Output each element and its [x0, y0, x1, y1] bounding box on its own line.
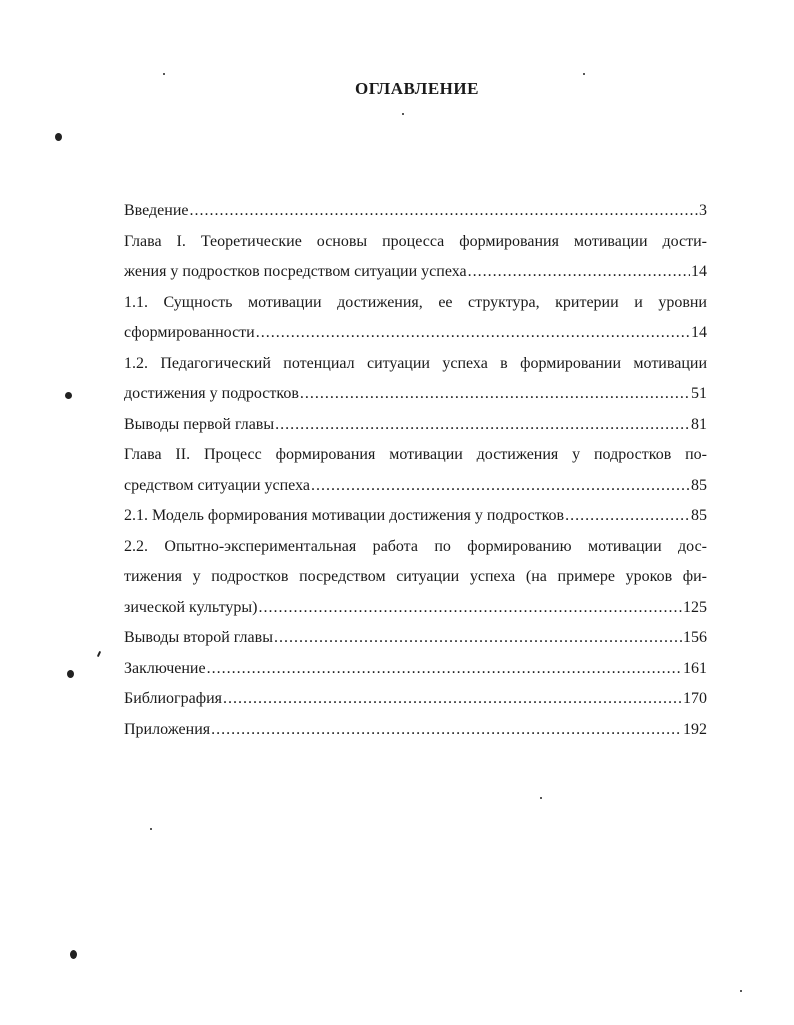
toc-entry[interactable] — [124, 501, 707, 532]
toc-page-number: 125 — [683, 598, 707, 616]
toc-page-number: 170 — [683, 690, 707, 707]
page-title: ОГЛАВЛЕНИЕ — [355, 79, 479, 98]
toc-entry[interactable] — [124, 715, 707, 746]
toc-entry-title: Введение — [124, 202, 189, 219]
toc-entry-title: жения у подростков посредством ситуации успеха — [124, 263, 467, 280]
scan-speck — [163, 73, 165, 75]
toc-entry-line: 2.2. Опытно-экспериментальная работа по формированию мотивации дос- — [124, 537, 707, 555]
toc-entry[interactable] — [124, 623, 707, 654]
dot-leader — [274, 623, 682, 654]
dot-leader — [258, 593, 682, 624]
toc-entry[interactable] — [124, 532, 707, 624]
toc-entry[interactable] — [124, 227, 707, 288]
scan-speck — [402, 113, 404, 115]
scan-speck — [67, 670, 74, 678]
toc-entry[interactable] — [124, 654, 707, 685]
toc-entry[interactable] — [124, 684, 707, 715]
toc-entry[interactable] — [124, 349, 707, 410]
toc-page-number: 14 — [691, 263, 707, 280]
toc-page-number: 81 — [691, 415, 707, 433]
toc-page-number: 14 — [691, 324, 707, 341]
dot-leader — [207, 654, 682, 685]
toc-page-number: 3 — [699, 202, 707, 219]
scan-speck — [150, 828, 152, 830]
scan-speck — [65, 392, 72, 399]
dot-leader — [468, 257, 690, 288]
toc-entry-title: 2.1. Модель формирования мотивации достижения у подростков — [124, 507, 565, 524]
toc-entry-title: Заключение — [124, 659, 206, 677]
toc-entry-title: Приложения — [124, 720, 211, 738]
scan-speck — [70, 950, 77, 959]
toc-entry-line: 1.2. Педагогический потенциал ситуации успеха в формировании мотивации — [124, 354, 707, 372]
toc-entry[interactable] — [124, 440, 707, 501]
toc-page-number: 156 — [683, 629, 707, 646]
scan-speck — [55, 133, 62, 141]
toc-entry-line: 1.1. Сущность мотивации достижения, ее структура, критерии и уровни — [124, 293, 707, 311]
toc-entry-title: Библиография — [124, 690, 222, 707]
table-of-contents — [124, 196, 707, 745]
dot-leader — [256, 318, 690, 349]
toc-entry-title: зической культуры) — [124, 598, 258, 616]
dot-leader — [565, 501, 690, 532]
dot-leader — [190, 196, 699, 227]
toc-page-number: 85 — [691, 476, 707, 494]
toc-entry-title: сформированности — [124, 324, 255, 341]
toc-entry-title: достижения у подростков — [124, 385, 299, 402]
toc-entry-title: Выводы второй главы — [124, 629, 273, 646]
toc-page-number: 161 — [683, 659, 707, 677]
toc-entry-title: Выводы первой главы — [124, 415, 275, 433]
toc-entry[interactable] — [124, 288, 707, 349]
toc-entry-line: Глава II. Процесс формирования мотивации достижения у подростков по- — [124, 446, 707, 463]
scan-speck — [97, 651, 101, 657]
toc-page-number: 192 — [683, 720, 707, 738]
toc-page-number: 85 — [691, 507, 707, 524]
toc-entry-line: Глава I. Теоретические основы процесса формирования мотивации дости- — [124, 232, 707, 250]
dot-leader — [223, 684, 682, 715]
toc-page-number: 51 — [691, 385, 707, 402]
dot-leader — [211, 715, 682, 746]
scan-speck — [583, 73, 585, 75]
dot-leader — [311, 471, 690, 502]
toc-entry[interactable] — [124, 196, 707, 227]
scan-speck — [740, 990, 742, 992]
toc-entry-title: средством ситуации успеха — [124, 476, 310, 494]
scan-speck — [540, 797, 542, 799]
toc-entry-line: тижения у подростков посредством ситуации успеха (на примере уроков фи- — [124, 568, 707, 585]
toc-entry[interactable] — [124, 410, 707, 441]
dot-leader — [275, 410, 690, 441]
dot-leader — [300, 379, 690, 410]
